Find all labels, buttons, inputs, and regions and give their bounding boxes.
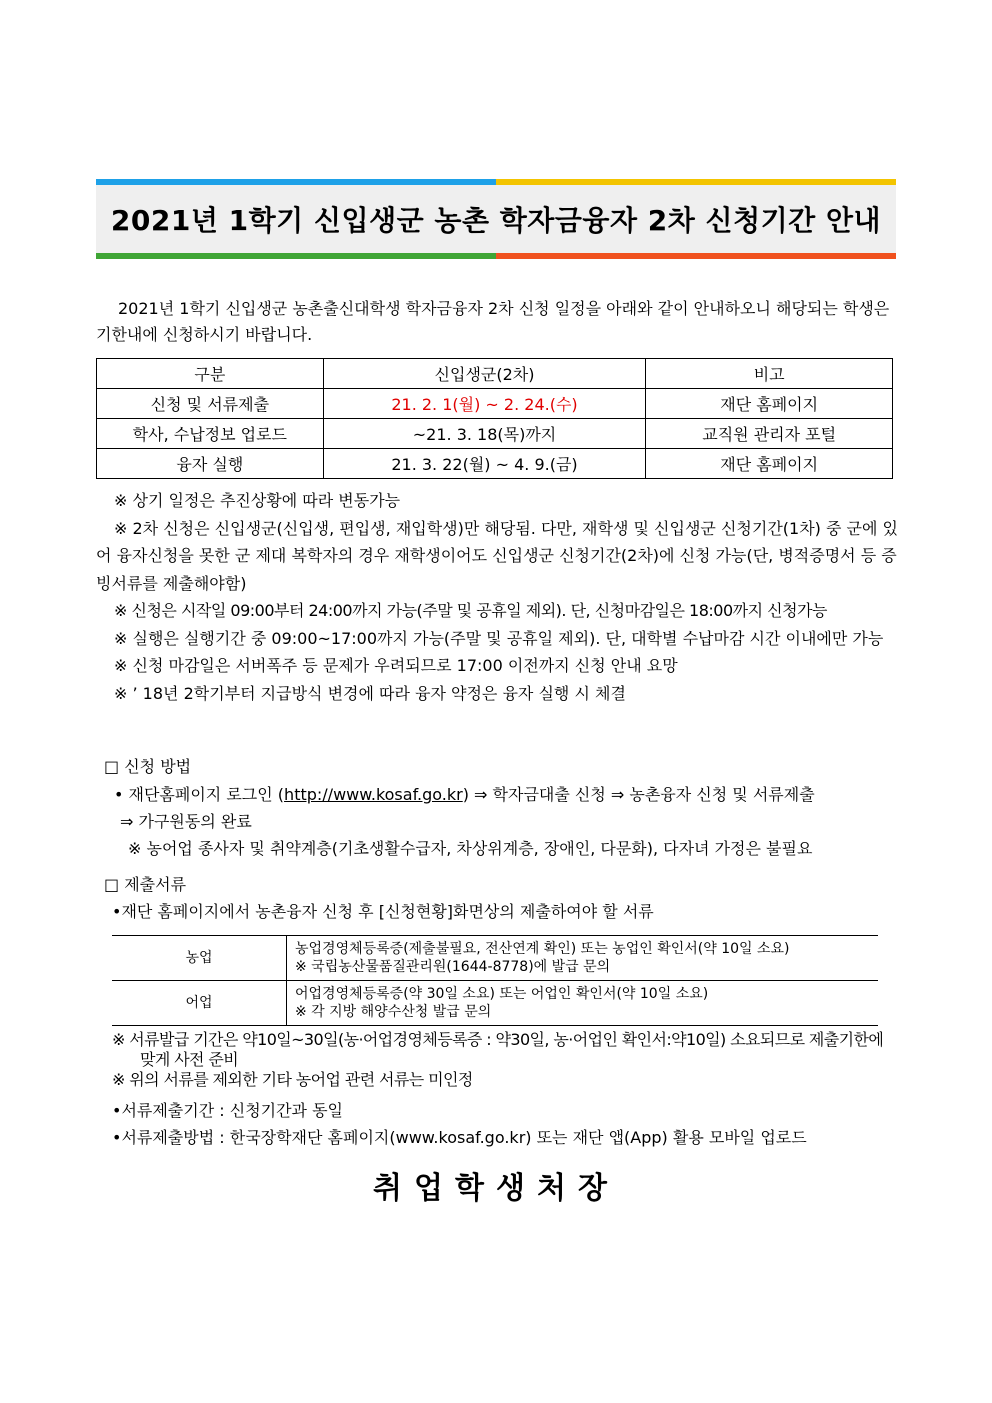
note-item: ※ ’ 18년 2학기부터 지급방식 변경에 따라 융자 약정은 융자 실행 시 체결 <box>114 683 626 703</box>
doc-desc <box>287 981 879 1026</box>
table-cell: 융자 실행 <box>97 449 324 479</box>
method-note: ※ 농어업 종사자 및 취약계층(기초생활수급자, 차상위계층, 장애인, 다문화), 다자녀 가정은 불필요 <box>128 839 813 858</box>
note-item: ※ 신청 마감일은 서버폭주 등 문제가 우려되므로 17:00 이전까지 신청 안내 요망 <box>114 656 678 675</box>
table-cell: 재단 홈페이지 <box>646 389 893 419</box>
table-header-row <box>97 359 893 389</box>
submission-method: •서류제출방법 : 한국장학재단 홈페이지(www.kosaf.go.kr) 또는 재단 앱(App) 활용 모바일 업로드 <box>112 1128 807 1147</box>
page-title: 2021년 1학기 신입생군 농촌 학자금융자 2차 신청기간 안내 <box>110 204 882 237</box>
table-header: 구분 <box>97 359 324 389</box>
documents-heading: □ 제출서류 <box>104 875 187 894</box>
method-heading: □ 신청 방법 <box>104 757 192 776</box>
note-item: ※ 2차 신청은 신입생군(신입생, 편입생, 재입학생)만 해당됨. 다만, 재학생 및 신입생군 신청기간(1차) 중 군에 있어 융자신청을 못한 군 제대 복학자의 경우 재학생이어도 신입생군 신청기간(2차)에 신청 가능(단, 병적증명서 등 증빙서류를 제출해야함) <box>96 518 898 593</box>
table-header: 비고 <box>646 359 893 389</box>
doc-category: 어업 <box>112 981 287 1026</box>
method-line: ⇒ 가구원동의 완료 <box>120 812 252 831</box>
table-cell: 신청 및 서류제출 <box>97 389 324 419</box>
doc-note: ※ 서류발급 기간은 약10일~30일(농·어업경영체등록증 : 약30일, 농·어업인 확인서:약10일) 소요되므로 제출기한에 맞게 사전 준비 <box>112 1030 884 1069</box>
intro-paragraph: 2021년 1학기 신입생군 농촌출신대학생 학자금융자 2차 신청 일정을 아래와 같이 안내하오니 해당되는 학생은 기한내에 신청하시기 바랍니다. <box>96 299 890 344</box>
banner-bottom-stripe <box>96 253 896 259</box>
schedule-notes <box>96 487 898 707</box>
submission-period: •서류제출기간 : 신청기간과 동일 <box>112 1101 344 1120</box>
doc-note: ※ 위의 서류를 제외한 기타 농어업 관련 서류는 미인정 <box>112 1070 473 1089</box>
note-item: ※ 실행은 실행기간 중 09:00~17:00까지 가능(주말 및 공휴일 제외). 단, 대학별 수납마감 시간 이내에만 가능 <box>114 628 884 648</box>
table-cell-highlight: 21. 2. 1(월) ~ 2. 24.(수) <box>323 389 646 419</box>
title-banner <box>96 179 896 259</box>
kosaf-link[interactable]: http://www.kosaf.go.kr <box>284 785 463 804</box>
doc-line: ※ 각 지방 해양수산청 발급 문의 <box>295 1004 492 1020</box>
note-item: ※ 신청은 시작일 09:00부터 24:00까지 가능(주말 및 공휴일 제외). 단, 신청마감일은 18:00까지 신청가능 <box>114 601 827 620</box>
table-header: 신입생군(2차) <box>323 359 646 389</box>
doc-line: ※ 국립농산물품질관리원(1644-8778)에 발급 문의 <box>295 959 611 975</box>
method-text: • 재단홈페이지 로그인 ( <box>114 785 285 804</box>
issuer-signature: 취업학생처장 <box>373 1171 619 1206</box>
table-row <box>97 389 893 419</box>
doc-desc <box>287 936 879 981</box>
documents-notes <box>112 1030 892 1090</box>
table-row <box>112 936 878 981</box>
method-body <box>108 781 898 862</box>
table-cell: 21. 3. 22(월) ~ 4. 9.(금) <box>323 449 646 479</box>
note-item: ※ 상기 일정은 추진상황에 따라 변동가능 <box>114 491 401 510</box>
table-cell: 교직원 관리자 포털 <box>646 419 893 449</box>
method-text: ) ⇒ 학자금대출 신청 ⇒ 농촌융자 신청 및 서류제출 <box>462 785 815 804</box>
documents-lead: •재단 홈페이지에서 농촌융자 신청 후 [신청현황]화면상의 제출하여야 할 서류 <box>112 902 654 921</box>
table-row <box>112 981 878 1026</box>
table-cell: 학사, 수납정보 업로드 <box>97 419 324 449</box>
table-row <box>97 419 893 449</box>
documents-table <box>112 935 878 1026</box>
table-row <box>97 449 893 479</box>
table-cell: 재단 홈페이지 <box>646 449 893 479</box>
schedule-table <box>96 358 893 479</box>
doc-line: 농업경영체등록증(제출불필요, 전산연계 확인) 또는 농업인 확인서(약 10일 소요) <box>295 941 790 957</box>
doc-line: 어업경영체등록증(약 30일 소요) 또는 어업인 확인서(약 10일 소요) <box>295 986 709 1002</box>
method-line <box>108 781 898 808</box>
doc-category: 농업 <box>112 936 287 981</box>
table-cell: ~21. 3. 18(목)까지 <box>323 419 646 449</box>
